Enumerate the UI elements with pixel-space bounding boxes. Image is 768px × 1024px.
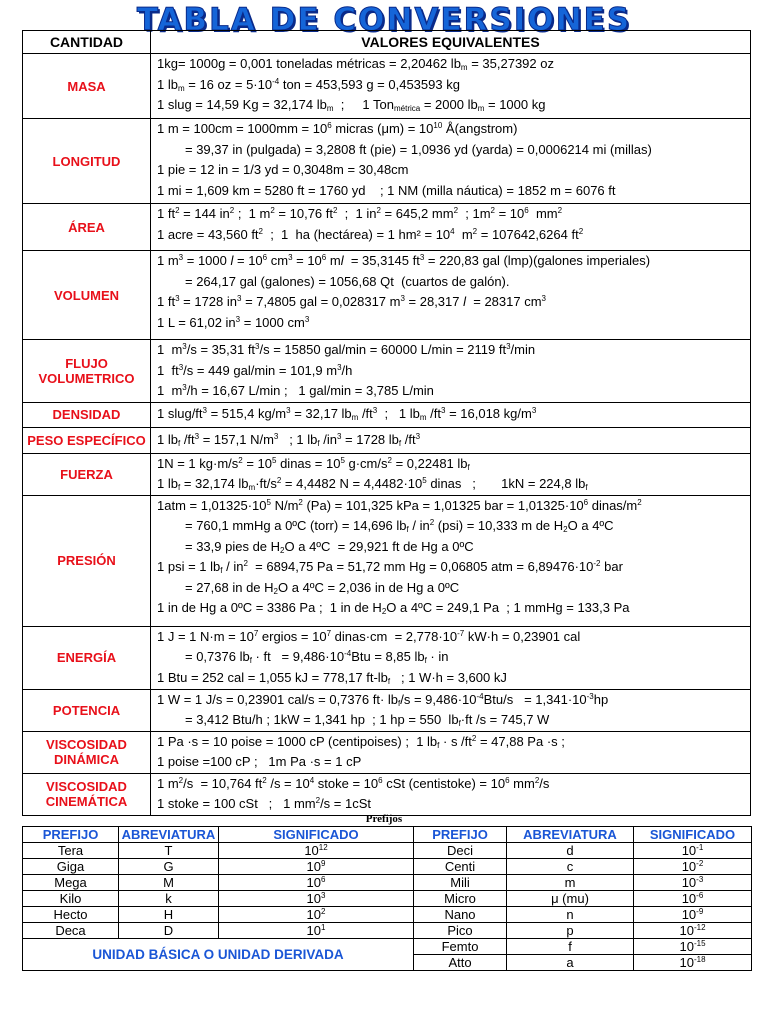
- quantity-label: PESO ESPECÍFICO: [23, 427, 151, 453]
- prefixes-header-cell: ABREVIATURA: [507, 827, 634, 843]
- prefix-name: Hecto: [23, 907, 119, 923]
- prefixes-caption: Prefijos: [365, 813, 403, 825]
- prefix-meaning: $10^{-18}$: [634, 955, 752, 971]
- prefix-abbreviation: m: [507, 875, 634, 891]
- prefix-name: Tera: [23, 843, 119, 859]
- conversion-row: [23, 251, 751, 340]
- equivalence-line: 1 acre = 43,560 $ft^2$ ; 1 ha (hectárea) = 1 $hm^2 = 10^4$ $m^2 = 107642,6264$ $ft^2$: [157, 226, 584, 242]
- prefix-row: [23, 939, 752, 955]
- prefixes-header-cell: PREFIJO: [414, 827, 507, 843]
- prefix-row: [23, 907, 752, 923]
- conversion-row: [23, 495, 751, 626]
- prefix-name: Femto: [414, 939, 507, 955]
- prefix-name: Atto: [414, 955, 507, 971]
- equivalence-line: = 0,7376 $lb_f$ · ft = $9,486\cdot 10^{-4}Btu = 8,85$ $lb_f$ · in: [185, 649, 449, 665]
- conversion-row: [23, 626, 751, 689]
- equivalence-line: 1 stoke = 100 cSt ; 1 $mm^2/s = 1cSt$: [157, 796, 372, 811]
- equivalence-line: 1 W = 1 J/s = 0,23901 cal/s = 0,7376 $ft\cdot lb_f/s = 9,486\cdot 10^{-4}Btu/s = 1,341\cdot 10^{-3}hp$: [157, 691, 609, 708]
- conversion-row: [23, 689, 751, 731]
- equivalence-line: 1 $m = 100cm = 1000mm = 10^6$ micras $(\mu m) = 10^{10}$ Å(angstrom): [157, 121, 518, 136]
- prefix-meaning: $10^9$: [219, 859, 414, 875]
- prefix-meaning: $10^6$: [219, 875, 414, 891]
- prefix-name: Nano: [414, 907, 507, 923]
- quantity-label: LONGITUD: [23, 119, 151, 204]
- prefix-meaning: $10^{-6}$: [634, 891, 752, 907]
- prefix-meaning: $10^1$: [219, 923, 414, 939]
- equivalent-values: [151, 453, 751, 495]
- prefix-abbreviation: a: [507, 955, 634, 971]
- prefixes-header-cell: PREFIJO: [23, 827, 119, 843]
- prefix-meaning: $10^{-1}$: [634, 843, 752, 859]
- prefix-abbreviation: d: [507, 843, 634, 859]
- prefixes-header-cell: SIGNIFICADO: [219, 827, 414, 843]
- prefix-abbreviation: n: [507, 907, 634, 923]
- equivalent-values: [151, 54, 751, 119]
- equivalence-line: = 760,1 mmHg a 0ºC (torr) = 14,696 $lb_f / in^2$ (psi) = 10,333 m de $H_2O$ a 4ºC: [185, 518, 614, 534]
- quantity-label: FUERZA: [23, 453, 151, 495]
- equivalent-values: [151, 689, 751, 731]
- conversion-row: [23, 427, 751, 453]
- equivalence-line: 1 $lb_f$ $/ft^3 = 157,1$ $N/m^3$ ; 1 $lb_f$ $/in^3 = 1728$ $lb_f$ $/ft^3$: [157, 431, 421, 448]
- equivalent-values: [151, 402, 751, 427]
- prefixes-header-row: [23, 827, 752, 843]
- prefix-meaning: $10^{12}$: [219, 843, 414, 859]
- conversion-table-header: [23, 31, 751, 54]
- prefix-abbreviation: k: [119, 891, 219, 907]
- quantity-label: DENSIDAD: [23, 402, 151, 427]
- prefix-name: Kilo: [23, 891, 119, 907]
- prefix-abbreviation: H: [119, 907, 219, 923]
- equivalence-line: $1atm = 1,01325\cdot 10^5$ $N/m^2$ (Pa) = 101,325 kPa = 1,01325 bar = $1,01325\cdot 10^6$ dinas/$m^2$: [157, 497, 642, 513]
- prefixes-header-cell: SIGNIFICADO: [634, 827, 752, 843]
- equivalence-line: 1kg= 1000g = 0,001 toneladas métricas = 2,20462 $lb_m = 35,27392$ oz: [157, 56, 554, 72]
- prefix-row: [23, 843, 752, 859]
- prefix-meaning: $10^2$: [219, 907, 414, 923]
- header-valores: VALORES EQUIVALENTES: [151, 31, 751, 54]
- prefix-name: Pico: [414, 923, 507, 939]
- equivalence-line: 1 $lb_f = 32,174$ $lb_m\cdot ft/s^2 = 4,4482$ $N = 4,4482\cdot 10^5$ dinas ; 1kN = 224,8 $lb_f$: [157, 476, 588, 492]
- conversion-table-body: [23, 54, 751, 816]
- equivalence-line: = 27,68 in de $H_2O$ a 4ºC = 2,036 in de Hg a 0ºC: [185, 579, 460, 596]
- equivalent-values: [151, 495, 751, 626]
- prefix-row: [23, 875, 752, 891]
- conversion-row: [23, 119, 751, 204]
- quantity-label: PRESIÓN: [23, 495, 151, 626]
- prefix-name: Mega: [23, 875, 119, 891]
- equivalent-values: [151, 340, 751, 403]
- equivalence-line: 1 slug/$ft^3 = 515,4$ $kg/m^3 = 32,17$ $lb_m$ $/ft^3$ ; 1 $lb_m$ $/ft^3 = 16,018$ $kg/m^3$: [157, 406, 537, 423]
- quantity-label: VISCOSIDAD DINÁMICA: [23, 731, 151, 773]
- equivalence-line: 1N = 1 $kg\cdot m/s^2 = 10^5$ dinas = $10^5$ $g\cdot cm/s^2 = 0,22481$ $lb_f$: [157, 455, 470, 472]
- quantity-label: ENERGÍA: [23, 626, 151, 689]
- equivalence-line: 1 $m^3 = 1000$ $l = 10^6$ $cm^3 = 10^6$ ml = 35,3145 $ft^3 = 220,83$ gal (lmp)(galones imperiales): [157, 253, 651, 268]
- conversion-row: [23, 773, 751, 815]
- conversion-table: [22, 30, 751, 816]
- prefix-name: Micro: [414, 891, 507, 907]
- unit-label: UNIDAD BÁSICA O UNIDAD DERIVADA: [23, 939, 414, 971]
- prefixes-header-cell: ABREVIATURA: [119, 827, 219, 843]
- equivalent-values: [151, 427, 751, 453]
- prefix-meaning: $10^{-12}$: [634, 923, 752, 939]
- equivalence-line: 1 pie = 12 in = 1/3 yd = 0,3048m = 30,48cm: [157, 162, 409, 177]
- conversion-row: [23, 731, 751, 773]
- equivalence-line: 1 psi = 1 $lb_f / in^2 = 6894,75$ Pa = 51,72 mm Hg = 0,06805 atm = $6,89476\cdot 10^{-2}$ bar: [157, 559, 623, 575]
- conversion-row: [23, 54, 751, 119]
- prefix-name: Centi: [414, 859, 507, 875]
- header-cantidad: CANTIDAD: [23, 31, 151, 54]
- quantity-label: FLUJO VOLUMETRICO: [23, 340, 151, 403]
- prefix-meaning: $10^{-2}$: [634, 859, 752, 875]
- quantity-label: MASA: [23, 54, 151, 119]
- prefix-meaning: $10^3$: [219, 891, 414, 907]
- equivalence-line: 1 $m^3/s = 35,31$ $ft^3/s = 15850$ gal/min = 60000 L/min = 2119 $ft^3/\min$: [157, 342, 536, 357]
- equivalent-values: [151, 773, 751, 815]
- equivalence-line: 1 $ft^3/s = 449$ gal/min = 101,9 $m^3/h$: [157, 362, 353, 378]
- equivalence-line: 1 slug = 14,59 Kg = 32,174 $lb_m$ ; 1 Ton$_{métrica}$ = 2000 $lb_m = 1000$ kg: [157, 97, 546, 113]
- prefix-name: Deci: [414, 843, 507, 859]
- prefixes-table: [22, 826, 752, 971]
- quantity-label: POTENCIA: [23, 689, 151, 731]
- prefix-name: Giga: [23, 859, 119, 875]
- prefix-meaning: $10^{-9}$: [634, 907, 752, 923]
- equivalence-line: = 39,37 in (pulgada) = 3,2808 ft (pie) = 1,0936 yd (yarda) = 0,0006214 mi (millas): [185, 141, 652, 157]
- prefix-abbreviation: T: [119, 843, 219, 859]
- quantity-label: VOLUMEN: [23, 251, 151, 340]
- conversion-row: [23, 453, 751, 495]
- equivalence-line: = 3,412 Btu/h ; 1kW = 1,341 hp ; 1 hp = 550 $lb_f\cdot ft$ /s = 745,7 W: [185, 712, 550, 728]
- prefix-row: [23, 891, 752, 907]
- equivalence-line: 1 Btu = 252 cal = 1,055 kJ = 778,17 $ft-lb_f$ ; 1 W·h = 3,600 kJ: [157, 669, 507, 686]
- conversion-row: [23, 204, 751, 251]
- quantity-label: ÁREA: [23, 204, 151, 251]
- page-title: TABLA DE CONVERSIONES: [136, 2, 632, 38]
- equivalence-line: 1 in de Hg a 0ºC = 3386 Pa ; 1 in de $H_2O$ a 4ºC = 249,1 Pa ; 1 mmHg = 133,3 Pa: [157, 600, 630, 616]
- equivalence-line: 1 Pa ·s = 10 poise = 1000 cP (centipoises) ; 1 $lb_f \cdot s$ $/ft^2 = 47,88$ Pa ·s ;: [157, 733, 565, 750]
- equivalence-line: 1 poise =100 cP ; 1m Pa ·s = 1 cP: [157, 754, 362, 769]
- equivalent-values: [151, 251, 751, 340]
- equivalence-line: 1 $ft^3 = 1728$ $in^3 = 7,4805$ gal = 0,028317 $m^3 = 28,317$ l = 28317 $cm^3$: [157, 294, 546, 309]
- equivalent-values: [151, 731, 751, 773]
- equivalent-values: [151, 204, 751, 251]
- prefix-abbreviation: D: [119, 923, 219, 939]
- equivalence-line: = 33,9 pies de $H_2O$ a 4ºC = 29,921 ft de Hg a 0ºC: [185, 538, 474, 555]
- equivalence-line: 1 L = 61,02 $in^3 = 1000$ $cm^3$: [157, 314, 310, 330]
- equivalence-line: = 264,17 gal (galones) = 1056,68 Qt (cuartos de galón).: [185, 273, 510, 289]
- prefix-abbreviation: c: [507, 859, 634, 875]
- equivalence-line: 1 $ft^2 = 144$ $in^2$ ; 1 $m^2 = 10,76$ $ft^2$ ; 1 $in^2 = 645,2$ $mm^2$ ; $1m^2 = 10^6$ $mm^2$: [157, 206, 563, 221]
- prefix-abbreviation: G: [119, 859, 219, 875]
- equivalent-values: [151, 626, 751, 689]
- equivalence-line: 1 $m^2/s = 10,764$ $ft^2$ $/s = 10^4$ stoke = $10^6$ cSt (centistoke) = $10^6$ $mm^2/s$: [157, 775, 550, 791]
- prefix-row: [23, 923, 752, 939]
- equivalence-line: 1 J = 1 $N\cdot m = 10^7$ ergios = $10^7$ dinas·cm = $2,778\cdot 10^{-7}$ kW·h = 0,23901 cal: [157, 628, 581, 644]
- prefix-name: Deca: [23, 923, 119, 939]
- equivalence-line: 1 mi = 1,609 km = 5280 ft = 1760 yd ; 1 NM (milla náutica) = 1852 m = 6076 ft: [157, 182, 616, 198]
- prefix-meaning: $10^{-3}$: [634, 875, 752, 891]
- prefix-abbreviation: M: [119, 875, 219, 891]
- prefix-abbreviation: p: [507, 923, 634, 939]
- conversion-row: [23, 340, 751, 403]
- prefix-abbreviation: f: [507, 939, 634, 955]
- equivalent-values: [151, 119, 751, 204]
- prefix-meaning: $10^{-15}$: [634, 939, 752, 955]
- equivalence-line: 1 $m^3/h = 16,67$ L/min ; 1 gal/min = 3,785 L/min: [157, 383, 434, 398]
- conversion-row: [23, 402, 751, 427]
- quantity-label: VISCOSIDAD CINEMÁTICA: [23, 773, 151, 815]
- prefix-abbreviation: μ (mu): [507, 891, 634, 907]
- prefix-name: Mili: [414, 875, 507, 891]
- prefixes-table-body: [23, 827, 752, 971]
- equivalence-line: 1 $lb_m = 16$ oz = $5\cdot 10^{-4}$ ton = 453,593 g = 0,453593 kg: [157, 76, 460, 93]
- prefix-row: [23, 859, 752, 875]
